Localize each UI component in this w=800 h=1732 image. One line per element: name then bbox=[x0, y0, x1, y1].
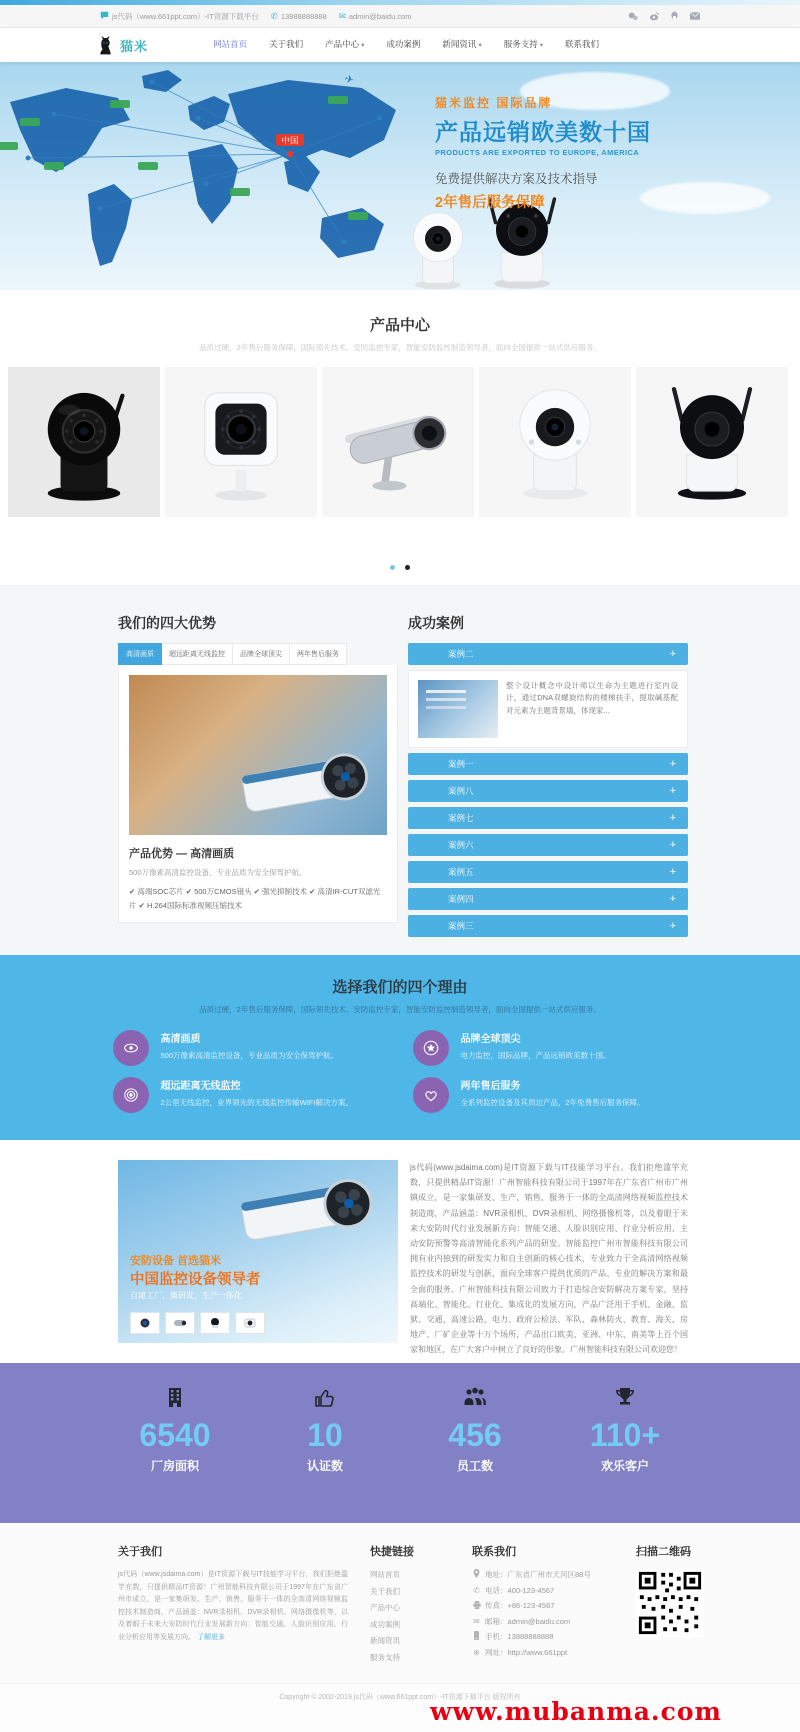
stat-value: 6540 bbox=[139, 1417, 211, 1453]
nav-menu bbox=[202, 27, 610, 63]
product-carousel bbox=[0, 367, 800, 517]
advantages-section bbox=[0, 585, 800, 955]
hero-text-block bbox=[435, 94, 651, 212]
contact-email-text: 邮箱：admin@baidu.com bbox=[485, 1616, 571, 1626]
stat-label: 认证数 bbox=[306, 1459, 343, 1474]
tab-wireless[interactable]: 超远距离无线监控 bbox=[162, 643, 233, 665]
nav-item-support-label: 服务支持 bbox=[503, 39, 538, 49]
weibo-icon[interactable] bbox=[649, 12, 659, 21]
nav-item-contact[interactable]: 联系我们 bbox=[564, 39, 599, 49]
contact-address bbox=[472, 1569, 620, 1580]
case-item-7[interactable] bbox=[408, 807, 688, 829]
reason-text: 全系列监控设备及其周边产品，2年免费售后服务保障。 bbox=[460, 1098, 645, 1107]
topbar-social bbox=[628, 11, 700, 21]
carousel-dots bbox=[0, 557, 800, 575]
reason-global-brand bbox=[413, 1030, 688, 1066]
stat-label: 厂房面积 bbox=[150, 1459, 199, 1474]
advantage-panel-image bbox=[129, 675, 387, 835]
white-bullet-camera-icon bbox=[235, 737, 385, 829]
thumbs-up-icon bbox=[313, 1385, 337, 1409]
antenna-ptz-camera-icon bbox=[648, 378, 776, 506]
tab-global-brand[interactable]: 品牌全球顶尖 bbox=[233, 643, 290, 665]
reason-hd-quality bbox=[113, 1030, 388, 1066]
hero-line1: 免费提供解决方案及技术指导 bbox=[435, 172, 598, 186]
copyright-text: Copyright © 2002-2019 js代码（www.661ppt.com）-IT资源下载平台 版权所有 bbox=[279, 1694, 521, 1701]
case-item-6[interactable] bbox=[408, 834, 688, 856]
mini-camera-icon bbox=[235, 1312, 265, 1334]
wechat-icon[interactable] bbox=[628, 12, 638, 21]
contact-phone bbox=[472, 1585, 620, 1596]
watermark: www.mubanma.com bbox=[430, 1697, 722, 1726]
footer-link-cases[interactable]: 成功案例 bbox=[370, 1619, 400, 1629]
about-image-line3: 自建工厂，集研发，生产一体化 bbox=[130, 1291, 242, 1300]
contact-mobile bbox=[472, 1631, 620, 1642]
reason-after-sales bbox=[413, 1077, 688, 1113]
location-pin-icon bbox=[472, 1569, 481, 1580]
contact-website-text: 网址：http://www.661ppt bbox=[485, 1647, 568, 1657]
fax-icon bbox=[472, 1601, 481, 1611]
china-map-label bbox=[276, 134, 304, 146]
phone-icon: ✆ bbox=[473, 1585, 480, 1595]
case-label: 案例四 bbox=[448, 894, 474, 904]
qr-code bbox=[636, 1569, 704, 1637]
about-product-thumbnails bbox=[130, 1312, 265, 1334]
chevron-down-icon: ▾ bbox=[478, 42, 482, 49]
plus-icon bbox=[670, 648, 676, 660]
chevron-down-icon: ▾ bbox=[361, 42, 365, 49]
site-info-text: js代码（www.661ppt.com）-IT资源下载平台 bbox=[112, 11, 259, 21]
products-section bbox=[0, 290, 800, 585]
trophy-icon bbox=[613, 1385, 637, 1409]
topbar-email-text: admin@baidu.com bbox=[348, 11, 412, 21]
footer-about-heading: 关于我们 bbox=[118, 1546, 162, 1558]
footer-more-link[interactable]: 了解更多 bbox=[196, 1633, 225, 1641]
footer-link-products[interactable]: 产品中心 bbox=[370, 1603, 400, 1612]
globe-icon: ⊕ bbox=[473, 1647, 480, 1657]
case-thumbnail bbox=[418, 680, 498, 738]
stat-happy-customers bbox=[579, 1385, 671, 1523]
stat-value: 110+ bbox=[589, 1417, 661, 1453]
bottom-bar bbox=[0, 1683, 800, 1732]
mini-camera-icon bbox=[130, 1312, 160, 1334]
hero-line2: 2年售后服务保障 bbox=[435, 195, 545, 211]
footer-link-about[interactable]: 关于我们 bbox=[370, 1586, 400, 1596]
reason-title: 两年售后服务 bbox=[460, 1081, 521, 1092]
footer-about bbox=[118, 1543, 348, 1683]
logo[interactable] bbox=[95, 35, 148, 56]
case-label: 案例三 bbox=[448, 921, 474, 931]
about-section bbox=[0, 1140, 800, 1363]
product-card-white-ptz[interactable] bbox=[479, 367, 631, 517]
advantage-panel bbox=[118, 665, 398, 923]
advantages-tabs bbox=[118, 643, 398, 665]
cat-logo-icon bbox=[95, 35, 116, 56]
topbar-phone bbox=[271, 11, 327, 22]
advantage-panel-features: ✔ 高端SOC芯片 ✔ 500万CMOS镜头 ✔ 强光抑制技术 ✔ 高清IR-CUT双滤光片 ✔ H.264国际标准视频压缩技术 bbox=[129, 887, 381, 911]
products-heading: 产品中心 bbox=[369, 317, 430, 334]
about-image-line2: 中国监控设备领导者 bbox=[130, 1272, 261, 1288]
footer-link-home[interactable]: 网站首页 bbox=[370, 1570, 400, 1579]
case-label: 案例一 bbox=[448, 759, 474, 769]
contact-fax bbox=[472, 1600, 620, 1611]
plus-icon bbox=[670, 839, 676, 851]
contact-fax-text: 传真：+86-123-4567 bbox=[485, 1601, 555, 1610]
qq-icon[interactable] bbox=[670, 11, 679, 21]
nav-item-news-label: 新闻资讯 bbox=[442, 39, 477, 49]
reasons-subtitle: 品质过硬，2年售后服务保障，国际领先技术，安防监控专家，智能安防监控制造领导者，面向全国提供一站式供应服务。 bbox=[199, 1005, 601, 1014]
footer-qr bbox=[636, 1543, 736, 1683]
case-item-5[interactable] bbox=[408, 861, 688, 883]
hero-subtitle-en: PRODUCTS ARE EXPORTED TO EUROPE, AMERICA bbox=[435, 148, 640, 157]
advantages-column bbox=[118, 613, 398, 955]
product-card-black-ptz[interactable] bbox=[8, 367, 160, 517]
building-icon bbox=[163, 1385, 187, 1409]
plus-icon bbox=[670, 758, 676, 770]
chevron-down-icon: ▾ bbox=[539, 42, 543, 49]
case-item-1[interactable] bbox=[408, 753, 688, 775]
mail-icon: ✉ bbox=[473, 1616, 480, 1626]
stat-certifications bbox=[279, 1385, 371, 1523]
mail-icon: ✉ bbox=[338, 10, 346, 21]
contact-email bbox=[472, 1616, 620, 1627]
advantage-panel-text: 500万像素高清监控设备，专业品质为安全保驾护航。 bbox=[129, 868, 307, 877]
footer-link-news[interactable]: 新闻资讯 bbox=[370, 1636, 400, 1645]
contact-website bbox=[472, 1647, 620, 1658]
logo-text: 猫米 bbox=[120, 38, 149, 54]
nav-item-news[interactable] bbox=[431, 27, 492, 63]
stat-label: 欢乐客户 bbox=[600, 1459, 649, 1474]
eye-icon bbox=[113, 1030, 149, 1066]
topbar-email bbox=[339, 11, 412, 22]
reasons-heading: 选择我们的四个理由 bbox=[332, 979, 468, 996]
cube-camera-icon bbox=[177, 378, 305, 506]
cases-column bbox=[408, 613, 688, 955]
hero-tagline: 猫米监控 国际品牌 bbox=[435, 96, 553, 110]
stat-value: 10 bbox=[307, 1417, 343, 1453]
hero-title: 产品远销欧美数十国 bbox=[435, 119, 651, 145]
stat-factory-area bbox=[129, 1385, 221, 1523]
advantages-heading: 我们的四大优势 bbox=[118, 615, 216, 631]
plane-icon: ✈ bbox=[343, 73, 355, 87]
about-image bbox=[118, 1160, 398, 1343]
case-label: 案例五 bbox=[448, 867, 474, 877]
nav-item-products[interactable] bbox=[314, 27, 375, 63]
site-info bbox=[100, 11, 259, 22]
footer-links bbox=[370, 1543, 446, 1683]
nav-item-about[interactable]: 关于我们 bbox=[269, 39, 304, 49]
cloud-decoration bbox=[640, 182, 770, 214]
tab-hd-quality[interactable]: 高清画质 bbox=[118, 643, 162, 665]
case-item-3[interactable] bbox=[408, 915, 688, 937]
case-label: 案例六 bbox=[448, 840, 474, 850]
chat-icon bbox=[100, 11, 109, 22]
mobile-icon bbox=[472, 1631, 481, 1642]
hero-banner bbox=[0, 62, 800, 290]
reason-title: 品牌全球顶尖 bbox=[460, 1034, 521, 1045]
badge-star-icon bbox=[413, 1030, 449, 1066]
nav-item-products-label: 产品中心 bbox=[325, 39, 360, 49]
plus-icon bbox=[670, 920, 676, 932]
case-item-8[interactable] bbox=[408, 780, 688, 802]
footer bbox=[0, 1523, 800, 1683]
china-label-text: 中国 bbox=[281, 135, 299, 146]
topbar bbox=[0, 5, 800, 28]
nav-item-support[interactable] bbox=[493, 27, 554, 63]
heart-icon bbox=[413, 1077, 449, 1113]
products-subtitle: 品质过硬，2年售后服务保障，国际领先技术，安防监控专家，智能安防监控制造领导者，面向全国提供一站式供应服务。 bbox=[199, 343, 601, 352]
case-expanded-text: 整个设计概念中设计师以生命为主题进行室内设计，通过DNA双螺旋结构的楼梯扶手，提取碱基配对元素为主题背景墙，体现家... bbox=[506, 681, 678, 715]
reason-text: 500万像素高清监控设备，专业品质为安全保驾护航。 bbox=[160, 1051, 339, 1060]
mini-camera-icon bbox=[200, 1312, 230, 1334]
reason-title: 高清画质 bbox=[160, 1034, 201, 1045]
white-bullet-camera-icon bbox=[212, 1162, 398, 1258]
carousel-dot-2[interactable] bbox=[405, 565, 410, 570]
reasons-grid bbox=[0, 1030, 800, 1113]
footer-contact-heading: 联系我们 bbox=[472, 1546, 516, 1558]
carousel-dot-1[interactable] bbox=[390, 565, 395, 570]
plus-icon bbox=[670, 893, 676, 905]
product-card-cube-camera[interactable] bbox=[165, 367, 317, 517]
product-card-bullet-camera[interactable] bbox=[322, 367, 474, 517]
footer-about-paragraph: js代码（www.jsdaima.com）是IT资源下载与IT技能学习平台，我们拒绝滥竽充数，只提供精品IT资源！广州智能科技有限公司于1997年在广东省广州市成立，是一家集研发、生产、销售、服务于一体的全高清网络视频监控技术制造商，产品涵盖：NVR录相机、DVR录相机、网络摄像机等，以及着眼于未来大安防时代行业发展新方向：智能交通、人脸识别应用、行业分析应用等发展方向。 bbox=[118, 1571, 348, 1641]
reason-text: 电力监控，国际品牌，产品远销欧美数十国。 bbox=[460, 1051, 611, 1060]
main-nav bbox=[0, 28, 800, 62]
cases-heading: 成功案例 bbox=[408, 615, 464, 631]
black-ptz-camera-icon bbox=[20, 378, 148, 506]
stat-label: 员工数 bbox=[456, 1459, 493, 1474]
mini-camera-icon bbox=[165, 1312, 195, 1334]
contact-phone-text: 电话：400-123-4567 bbox=[485, 1585, 555, 1595]
email-social-icon[interactable] bbox=[690, 12, 700, 20]
people-icon bbox=[462, 1385, 488, 1409]
white-ptz-camera-icon bbox=[491, 378, 619, 506]
reason-title: 超远距离无线监控 bbox=[160, 1081, 241, 1092]
contact-address-text: 地址：广东省广州市天河区88号 bbox=[485, 1570, 591, 1579]
case-label: 案例八 bbox=[448, 786, 474, 796]
contact-mobile-text: 手机：13888888888 bbox=[485, 1632, 554, 1641]
nav-item-home[interactable]: 网站首页 bbox=[213, 39, 248, 49]
footer-about-text bbox=[118, 1569, 348, 1645]
target-icon bbox=[113, 1077, 149, 1113]
world-map-graphic bbox=[0, 66, 422, 290]
phone-icon: ✆ bbox=[270, 10, 278, 21]
stat-employees bbox=[429, 1385, 521, 1523]
reason-wireless bbox=[113, 1077, 388, 1113]
nav-item-cases[interactable]: 成功案例 bbox=[386, 39, 421, 49]
reason-text: 2公里无线监控，业界领先的无线监控传输WIFI解决方案。 bbox=[160, 1098, 353, 1107]
reasons-section bbox=[0, 955, 800, 1140]
case-item-expanded[interactable] bbox=[408, 643, 688, 665]
bullet-camera-icon bbox=[334, 378, 462, 506]
plus-icon bbox=[670, 812, 676, 824]
stat-value: 456 bbox=[448, 1417, 502, 1453]
about-image-line1: 安防设备 首选猫米 bbox=[130, 1255, 222, 1267]
case-expanded-panel bbox=[408, 670, 688, 748]
case-label: 案例七 bbox=[448, 813, 474, 823]
tab-after-sales[interactable]: 两年售后服务 bbox=[290, 643, 347, 665]
footer-link-support[interactable]: 服务支持 bbox=[370, 1652, 400, 1662]
topbar-contact bbox=[100, 11, 412, 22]
footer-qr-heading: 扫描二维码 bbox=[636, 1546, 691, 1558]
case-expanded-label: 案例二 bbox=[448, 649, 474, 659]
footer-links-heading: 快捷链接 bbox=[370, 1546, 414, 1558]
product-card-antenna-ptz[interactable] bbox=[636, 367, 788, 517]
stats-section bbox=[0, 1363, 800, 1523]
case-item-4[interactable] bbox=[408, 888, 688, 910]
topbar-phone-text: 13888888888 bbox=[280, 11, 327, 21]
plus-icon bbox=[670, 866, 676, 878]
advantage-panel-title: 产品优势 — 高清画质 bbox=[129, 848, 235, 860]
about-text: js代码(www.jsdaima.com)是IT资源下载与IT技能学习平台。我们拒绝滥竽充数，只提供精品IT资源！广州智能科技有限公司于1997年在广东省广州市广州镇成立，是一家集研发、生产、销售、服务于一体的全高清网络视频监控技术制造商，产品涵盖：NVR录相机、DVR录相机、网络摄像机等，以及着眼于未来大安防时代行业发展新方向：智能交通、人脸识别应用、行业分析应用、主动安防预警等高清智能化系列产品的研发。智能监控广州市智能科技有限公司拥有业内独到的研发实力和自主创新的核心技术，专业致力于全高清网络视频监控技术的研发与创新，面向全球客户提供优质的产品、专业的解决方案和最全面的服务。广州智能科技有限公司致力于打造综合安防解决方案专家，坚持高端化、智能化、行业化、集成化的发展方向，产品广泛用于手机、金融、监狱、交通、高速公路、电力、政府公检法、军队、森林防火、教育、海关、房地产、厂矿企业等十万个场所，产品出口欧美、亚洲、中东、南美等上百个国家和地区，在广大客户中树立了良好的形象。广州智能科技有限公司欢迎您！ bbox=[410, 1163, 688, 1355]
footer-contact bbox=[472, 1543, 620, 1683]
plus-icon bbox=[670, 785, 676, 797]
